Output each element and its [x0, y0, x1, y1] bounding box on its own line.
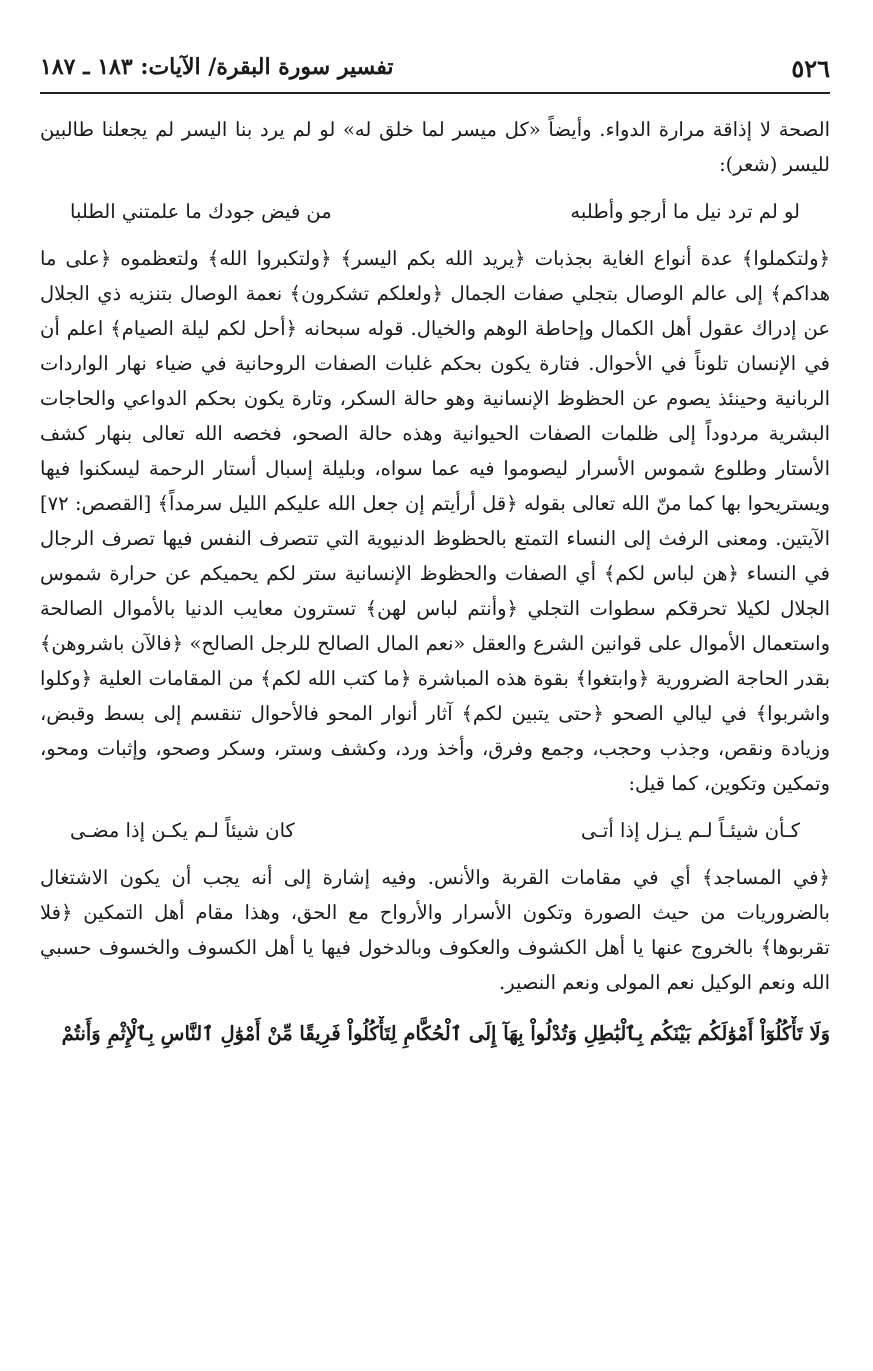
paragraph-closing: ﴿في المساجد﴾ أي في مقامات القربة والأنس. وفيه إشارة إلى أنه يجب أن يكون الاشتغال بالضروريات من حيث الصورة وتكون الأسرار والأرواح مع الحق، وهذا مقام أهل التمكين ﴿فلا تقربوها﴾ بالخروج عنها يا أهل الكشوف والعكوف وبالدخول فيها يا أهل الكسوف والخسوف حسبي الله ونعم الوكيل نعم المولى ونعم النصير. [40, 866, 830, 994]
paragraph-commentary: ﴿ولتكملوا﴾ عدة أنواع الغاية بجذبات ﴿يريد الله بكم اليسر﴾ ﴿ولتكبروا الله﴾ ولتعظموه ﴿على ما هداكم﴾ إلى عالم الوصال بتجلي صفات الجمال ﴿ولعلكم تشكرون﴾ نعمة الوصال بتنزيه ذي الجلال عن إدراك عقول أهل الكمال وإحاطة الوهم والخيال. قوله سبحانه ﴿أحل لكم ليلة الصيام﴾ اعلم أن في الإنسان تلوناً في الأحوال. فتارة يكون بحكم غلبات الصفات الروحانية في ضياء نهار الواردات الربانية وحينئذ يصوم عن الحظوظ الإنسانية وهو حالة السكر، وتارة يكون بحكم الدواعي والحاجات البشرية مردوداً إلى ظلمات الصفات الحيوانية وهذه حالة الصحو، فخصه الله تعالى بنهار كشف الأستار وطلوع شموس الأسرار ليصوموا فيه عما سواه، وبليلة إسبال أستار الرحمة ليسكنوا فيها ويستريحوا بها كما منّ الله تعالى بقوله ﴿قل أرأيتم إن جعل الله عليكم الليل سرمداً﴾ [القصص: ٧٢] الآيتين. ومعنى الرفث إلى النساء التمتع بالحظوظ الدنيوية التي تتصرف النفس فيها تصرف الرجال في النساء ﴿هن لباس لكم﴾ أي الصفات والحظوظ الإنسانية ستر لكم يحميكم عن حرارة شموس الجلال لكيلا تحرقكم سطوات التجلي ﴿وأنتم لباس لهن﴾ تسترون معايب الدنيا بالأموال الصالحة واستعمال الأموال على قوانين الشرع والعقل «نعم المال الصالح للرجل الصالح» ﴿فالآن باشروهن﴾ بقدر الحاجة الضرورية ﴿وابتغوا﴾ بقوة هذه المباشرة ﴿ما كتب الله لكم﴾ من المقامات العلية ﴿وكلوا واشربوا﴾ في ليالي الصحو ﴿حتى يتبين لكم﴾ آثار أنوار المحو فالأحوال تنقسم إلى بسط وقبض، وزيادة ونقص، وجذب وحجب، وجمع وفرق، وأخذ ورد، وكشف وستر، وسكر وصحو، وإثبات ومحو، وتمكين وتكوين، كما قيل: [40, 247, 830, 795]
poem-verse-2 [40, 813, 830, 848]
page-number: ٥٢٦ [791, 54, 830, 83]
paragraph-intro: الصحة لا إذاقة مرارة الدواء. وأيضاً «كل ميسر لما خلق له» لو لم يرد بنا اليسر لم يجعلنا طالبين لليسر (شعر): [40, 118, 830, 176]
quran-verse-line: وَلَا تَأْكُلُوٓاْ أَمْوَٰلَكُم بَيْنَكُم بِٱلْبَٰطِلِ وَتُدْلُواْ بِهَآ إِلَى ٱلْحُكَّامِ لِتَأْكُلُواْ فَرِيقًا مِّنْ أَمْوَٰلِ ٱلنَّاسِ بِٱلْإِثْمِ وَأَنتُمْ [61, 1022, 830, 1045]
verse-1-first-hemistich: لو لم ترد نيل ما أرجو وأطلبه [570, 200, 800, 223]
verse-1-second-hemistich: من فيض جودك ما علمتني الطلبا [70, 200, 332, 223]
page-body [40, 112, 830, 1051]
verse-2-second-hemistich: كان شيئاً لـم يكـن إذا مضـى [70, 819, 295, 842]
verse-2-first-hemistich: كـأن شيئـاً لـم يـزل إذا أتـى [580, 819, 800, 842]
page-header [40, 48, 830, 94]
poem-verse-1 [40, 194, 830, 229]
book-page [40, 48, 830, 1338]
running-title: تفسير سورة البقرة/ الآيات: ١٨٣ ـ ١٨٧ [40, 54, 394, 80]
